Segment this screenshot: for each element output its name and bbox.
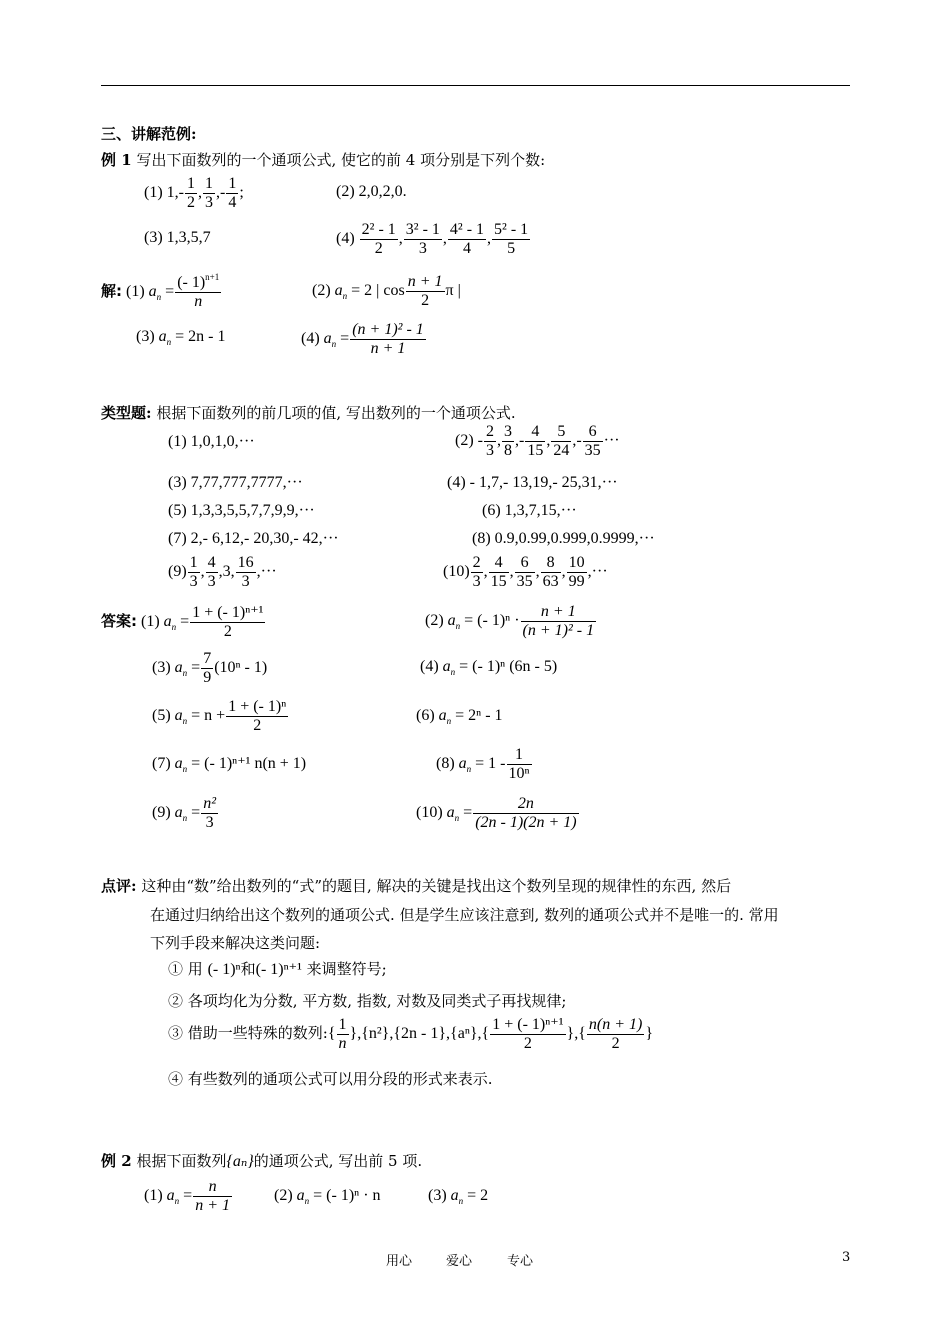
typed-item-2: (2) - $\frac{2}{3}$ , $\frac{3}{8}$ ,- $\frac{4}{15}$ , $\frac{5}{24}$ ,- $\frac{6}{35}$ ···	[455, 422, 620, 459]
footer-right: 专心	[507, 1254, 534, 1269]
fraction: $\frac{4}{15}$	[527, 422, 544, 459]
fraction: $\frac{2}{3}$	[485, 422, 494, 459]
example1-statement	[101, 150, 545, 170]
typed-item-4: (4) - 1,7,- 13,19,- 25,31,···	[447, 474, 618, 491]
solution1-line3: (3) $a_n = 2n - 1$	[136, 328, 226, 347]
typed-item-5: (5) 1,3,3,5,5,7,7,9,9,···	[168, 502, 315, 519]
comment-label: 点评:	[101, 877, 137, 895]
fraction: $\frac{\text{2² - 1}}{2}$	[361, 220, 396, 257]
typed-item-10: (10) $\frac{2}{3}$ , $\frac{4}{15}$ , $\frac{6}{35}$ , $\frac{8}{63}$ , $\frac{10}{99}$ ,···	[443, 553, 608, 590]
footer-middle: 爱心	[446, 1254, 473, 1269]
typed-statement: 类型题: 根据下面数列的前几项的值, 写出数列的一个通项公式.	[101, 404, 516, 422]
footer-left: 用心	[386, 1254, 413, 1269]
fraction: $\frac{n + 1}{2}$	[407, 272, 443, 309]
comment-point2: ② 各项均化为分数, 平方数, 指数, 对数及同类式子再找规律;	[168, 992, 567, 1010]
typed-label: 类型题:	[101, 404, 152, 422]
typed-item-9: (9) $\frac{1}{3}$ , $\frac{4}{3}$ ,3, $\frac{16}{3}$ ,···	[168, 553, 277, 590]
fraction: $\frac{(- 1)^{n+1}}{n}$	[177, 271, 220, 310]
example1-item-1: (1) 1,- $\frac{1}{2}$ , $\frac{1}{3}$ ,- $\frac{1}{4}$ ;	[144, 174, 244, 211]
fraction: $\frac{1}{\text{10ⁿ}}$	[508, 745, 530, 782]
fraction: $\frac{\text{1 + (- 1)ⁿ⁺¹}}{2}$	[492, 1015, 564, 1052]
page-number: 3	[842, 1250, 851, 1265]
fraction: $\frac{4}{3}$	[207, 553, 216, 590]
fraction: $\frac{6}{35}$	[516, 553, 533, 590]
example2-item-2: (2) $a_n$ = (- 1)ⁿ · n	[274, 1187, 381, 1206]
example2-item-3: (3) $a_n = 2$	[428, 1187, 489, 1206]
fraction: $\frac{1}{3}$	[204, 174, 213, 211]
fraction: $\frac{3}{8}$	[503, 422, 512, 459]
solution1-line2: (2) $a_n = 2$ | cos $\frac{n + 1}{2}$ π |	[312, 272, 461, 309]
answer-8: (8) $a_n = 1$ - $\frac{1}{\text{10ⁿ}}$	[436, 745, 530, 782]
answers-label: 答案:	[101, 612, 137, 630]
fraction: $\frac{5}{24}$	[553, 422, 570, 459]
solution1-line1: 解: (1) $a_n$ = $\frac{(- 1)^{n+1}}{n}$	[101, 271, 220, 310]
comment-point3: ③ 借助一些特殊的数列:{ $\frac{1}{n}$ },{n²},{2n - 1},{aⁿ},{ $\frac{\text{1 + (- 1)ⁿ⁺¹}}{2}$ },{ $\frac{n(n + 1)}{2}$ }	[168, 1015, 654, 1052]
fraction: $\frac{\text{n²}}{3}$	[203, 794, 216, 831]
example2-item-1: (1) $a_n$ = $\frac{n}{n + 1}$	[144, 1177, 230, 1214]
example2-statement: 例 2 根据下面数列{aₙ}的通项公式, 写出前 5 项.	[101, 1152, 423, 1170]
comment-line3: 下列手段来解决这类问题:	[150, 934, 321, 952]
fraction: $\frac{1}{4}$	[228, 174, 237, 211]
comment-point1: ① 用 (- 1)ⁿ和(- 1)ⁿ⁺¹ 来调整符号;	[168, 960, 387, 978]
answer-6: (6) $a_n = 2^n - 1$	[416, 707, 503, 726]
solution1-line4: (4) $a_n$ = $\frac{\text{(n + 1)² - 1}}{n + 1}$	[301, 320, 424, 357]
answer-7: (7) $a_n$ = (- 1)ⁿ⁺¹ n(n + 1)	[152, 755, 307, 774]
fraction: $\frac{n}{n + 1}$	[195, 1177, 230, 1214]
fraction: $\frac{2}{3}$	[472, 553, 481, 590]
answer-2: (2) $a_n$ = (- 1)ⁿ · $\frac{n + 1}{\text{(n + 1)² - 1}}$	[425, 602, 595, 639]
fraction: $\frac{2n}{(2n - 1)(2n + 1)}$	[475, 794, 577, 831]
header-rule	[101, 85, 850, 86]
comment-point4: ④ 有些数列的通项公式可以用分段的形式来表示.	[168, 1070, 493, 1088]
fraction: $\frac{1}{n}$	[338, 1015, 347, 1052]
answer-10: (10) $a_n$ = $\frac{2n}{(2n - 1)(2n + 1)}$	[416, 794, 577, 831]
comment-line2: 在通过归纳给出这个数列的通项公式. 但是学生应该注意到, 数列的通项公式并不是唯一的. 常用	[150, 906, 779, 924]
fraction: $\frac{\text{5² - 1}}{5}$	[494, 220, 529, 257]
typed-item-7: (7) 2,- 6,12,- 20,30,- 42,···	[168, 530, 339, 547]
fraction: $\frac{\text{3² - 1}}{3}$	[405, 220, 440, 257]
fraction: $\frac{1}{3}$	[189, 553, 198, 590]
fraction: $\frac{\text{1 + (- 1)ⁿ}}{2}$	[228, 697, 287, 734]
typed-item-3: (3) 7,77,777,7777,···	[168, 474, 303, 491]
comment-line1: 点评: 这种由“数”给出数列的“式”的题目, 解决的关键是找出这个数列呈现的规律性的东西, 然后	[101, 877, 732, 895]
example1-item-3: (3) 1,3,5,7	[144, 229, 211, 246]
fraction: $\frac{n + 1}{\text{(n + 1)² - 1}}$	[522, 602, 595, 639]
typed-item-1: (1) 1,0,1,0,···	[168, 433, 255, 450]
fraction: $\frac{6}{35}$	[584, 422, 601, 459]
section-title: 三、讲解范例:	[101, 125, 197, 143]
example1-item-4: (4) $\frac{\text{2² - 1}}{2}$ , $\frac{\text{3² - 1}}{3}$ , $\frac{\text{4² - 1}}{4}$ , $\frac{\text{5² - 1}}{5}$	[336, 220, 529, 257]
fraction: $\frac{\text{(n + 1)² - 1}}{n + 1}$	[352, 320, 424, 357]
answer-3: (3) $a_n$ = $\frac{7}{9}$ (10ⁿ - 1)	[152, 649, 268, 686]
fraction: $\frac{\text{4² - 1}}{4}$	[449, 220, 485, 257]
fraction: $\frac{7}{9}$	[203, 649, 212, 686]
example1-text: 写出下面数列的一个通项公式, 使它的前 4 项分别是下列个数:	[136, 151, 546, 169]
example2-label: 例 2	[101, 1152, 132, 1170]
fraction: $\frac{\text{1 + (- 1)ⁿ⁺¹}}{2}$	[192, 603, 264, 640]
answer-4: (4) $a_n$ = (- 1)ⁿ (6n - 5)	[420, 658, 558, 677]
answer-5: (5) $a_n = n$ + $\frac{\text{1 + (- 1)ⁿ}}{2}$	[152, 697, 287, 734]
fraction: $\frac{4}{15}$	[490, 553, 507, 590]
fraction: $\frac{8}{63}$	[542, 553, 559, 590]
fraction: $\frac{n(n + 1)}{2}$	[588, 1015, 643, 1052]
example1-item-2: (2) 2,0,2,0.	[336, 183, 407, 200]
example1-label: 例 1	[101, 151, 132, 169]
answer-1: 答案: (1) $a_n$ = $\frac{\text{1 + (- 1)ⁿ⁺¹}}{2}$	[101, 603, 264, 640]
typed-item-8: (8) 0.9,0.99,0.999,0.9999,···	[472, 530, 655, 547]
fraction: $\frac{16}{3}$	[237, 553, 254, 590]
fraction: $\frac{1}{2}$	[186, 174, 195, 211]
fraction: $\frac{10}{99}$	[568, 553, 585, 590]
answer-9: (9) $a_n$ = $\frac{\text{n²}}{3}$	[152, 794, 216, 831]
solution-label: 解:	[101, 282, 122, 300]
typed-item-6: (6) 1,3,7,15,···	[482, 502, 577, 519]
